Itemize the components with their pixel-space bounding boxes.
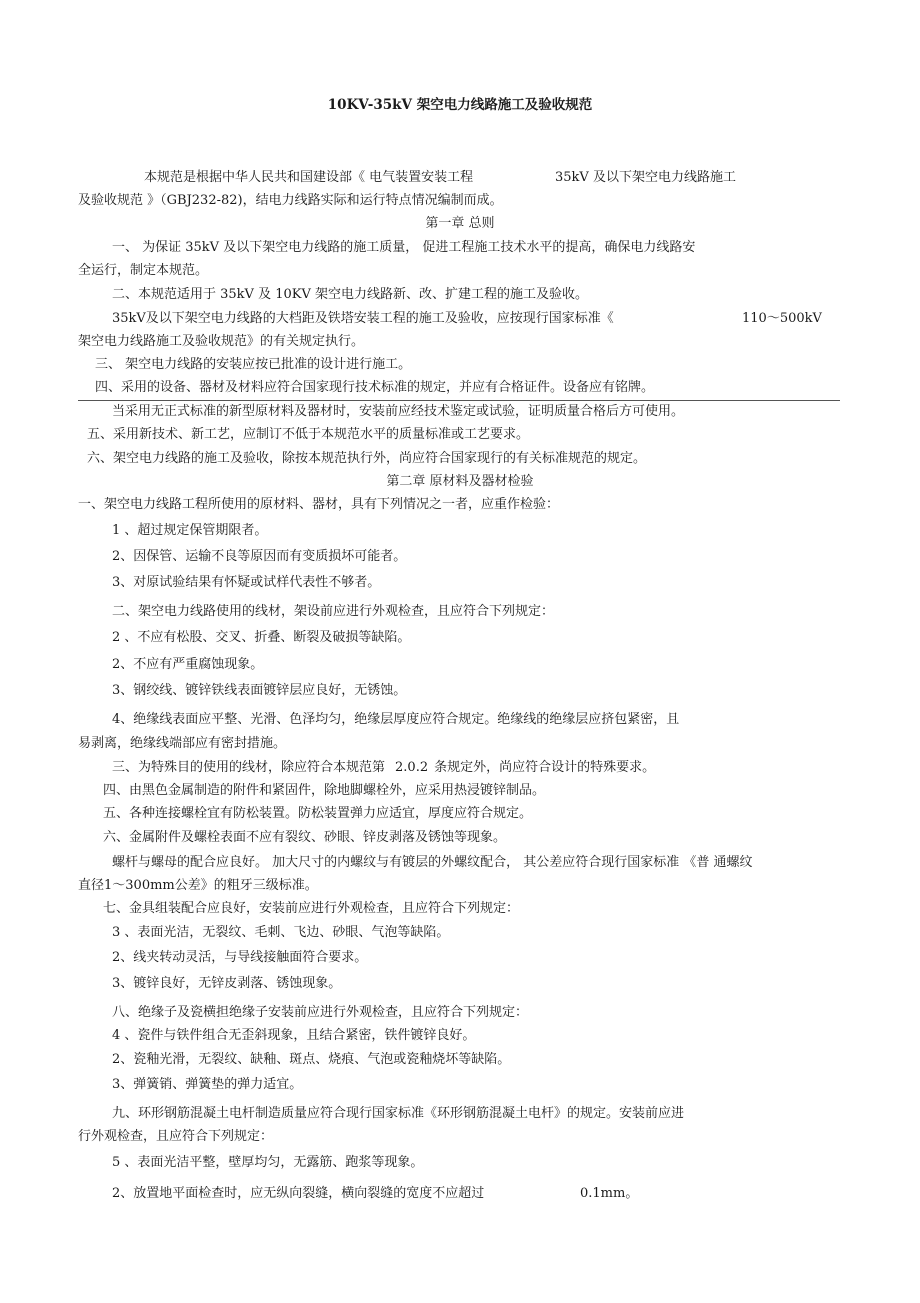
ch2-s7-item2: 2、线夹转动灵活，与导线接触面符合要求。	[112, 950, 368, 965]
ch2-s4: 四、由黑色金属制造的附件和紧固件，除地脚螺栓外，应采用热浸镀锌制品。	[103, 783, 546, 798]
ch2-s7-item1: 3 、表面光洁，无裂纹、毛刺、飞边、砂眼、气泡等缺陷。	[112, 925, 450, 940]
ch2-s2-item3: 3、钢绞线、镀锌铁线表面镀锌层应良好，无锈蚀。	[112, 683, 407, 698]
ch1-p4: 三、 架空电力线路的安装应按已批准的设计进行施工。	[95, 357, 412, 372]
ch2-s6-line2: 螺杆与螺母的配合应良好。 加大尺寸的内螺纹与有镀层的外螺纹配合， 其公差应符合现行国家标准 《普 通螺纹	[112, 855, 753, 870]
intro-line-1a: 本规范是根据中华人民共和国建设部《 电气装置安装工程	[144, 170, 474, 185]
ch2-s7: 七、金具组装配合应良好，安装前应进行外观检查，且应符合下列规定：	[103, 901, 520, 916]
ch1-p1-line1: 一、 为保证 35kV 及以下架空电力线路的施工质量， 促进工程施工技术水平的提高，确保电力线路安	[112, 240, 696, 255]
ch2-s1-item2: 2、因保管、运输不良等原因而有变质损坏可能者。	[112, 549, 407, 564]
ch1-p7: 五、采用新技术、新工艺，应制订不低于本规范水平的质量标准或工艺要求。	[87, 427, 530, 442]
ch1-p3-line2: 架空电力线路施工及验收规范》的有关规定执行。	[78, 334, 365, 349]
ch2-s6-line3: 直径1～300mm公差》的粗牙三级标准。	[78, 878, 318, 893]
ch2-s2-item4-line1: 4、绝缘线表面应平整、光滑、色泽均匀，绝缘层厚度应符合规定。绝缘线的绝缘层应挤包紧密，且	[112, 712, 680, 727]
ch2-s8-item1: 4 、瓷件与铁件组合无歪斜现象，且结合紧密，铁件镀锌良好。	[112, 1028, 476, 1043]
ch2-s8-item3: 3、弹簧销、弹簧垫的弹力适宜。	[112, 1077, 303, 1092]
ch2-s6: 六、金属附件及螺栓表面不应有裂纹、砂眼、锌皮剥落及锈蚀等现象。	[103, 830, 507, 845]
ch2-s8: 八、绝缘子及瓷横担绝缘子安装前应进行外观检查，且应符合下列规定：	[112, 1005, 529, 1020]
ch2-s2-item1: 2 、不应有松股、交叉、折叠、断裂及破损等缺陷。	[112, 630, 411, 645]
ch2-s8-item2: 2、瓷釉光滑，无裂纹、缺釉、斑点、烧痕、气泡或瓷釉烧坏等缺陷。	[112, 1052, 511, 1067]
ch2-s1: 一、架空电力线路工程所使用的原材料、器材，具有下列情况之一者，应重作检验：	[78, 497, 560, 512]
horizontal-rule	[78, 400, 840, 401]
ch2-s9-item1: 5 、表面光洁平整，壁厚均匀，无露筋、跑浆等现象。	[112, 1155, 424, 1170]
chapter-1-heading: 第一章 总则	[425, 216, 495, 231]
ch1-p3-line1a: 35kV及以下架空电力线路的大档距及铁塔安装工程的施工及验收，应按现行国家标准《	[112, 311, 614, 326]
ch2-s3-clause-number: 2.0.2	[395, 760, 429, 775]
intro-line-2: 及验收规范 》（GBJ232-82)，结电力线路实际和运行特点情况编制而成。	[78, 193, 503, 208]
ch2-s3-text-a: 三、为特殊目的使用的线材，除应符合本规范第	[112, 760, 386, 775]
chapter-2-heading: 第二章 原材料及器材检验	[386, 474, 534, 489]
ch2-s3-text-c: 条规定外，尚应符合设计的特殊要求。	[434, 760, 656, 775]
ch2-s2-item2: 2、不应有严重腐蚀现象。	[112, 657, 264, 672]
ch2-s9-line1: 九、环形钢筋混凝土电杆制造质量应符合现行国家标准《环形钢筋混凝土电杆》的规定。安装前应进	[112, 1106, 685, 1121]
ch2-s1-item3: 3、对原试验结果有怀疑或试样代表性不够者。	[112, 575, 381, 590]
ch1-p3-line1b: 110～500kV	[742, 311, 822, 326]
ch2-s9-line2: 行外观检查，且应符合下列规定：	[78, 1129, 274, 1144]
ch1-p2: 二、本规范适用于 35kV 及 10KV 架空电力线路新、改、扩建工程的施工及验收。	[112, 287, 588, 302]
ch2-s7-item3: 3、镀锌良好，无锌皮剥落、锈蚀现象。	[112, 976, 342, 991]
ch2-s1-item1: 1 、超过规定保管期限者。	[112, 523, 268, 538]
ch2-s3	[112, 760, 655, 776]
ch1-p1-line2: 全运行，制定本规范。	[78, 263, 209, 278]
ch1-p8: 六、架空电力线路的施工及验收，除按本规范执行外，尚应符合国家现行的有关标准规范的规定。	[87, 451, 647, 466]
ch1-p5: 四、采用的设备、器材及材料应符合国家现行技术标准的规定，并应有合格证件。设备应有铭牌。	[95, 380, 655, 395]
ch2-s2: 二、架空电力线路使用的线材，架设前应进行外观检查，且应符合下列规定：	[112, 604, 555, 619]
ch2-s2-item4-line2: 易剥离，绝缘线端部应有密封措施。	[78, 736, 287, 751]
ch2-s5: 五、各种连接螺栓宜有防松装置。防松装置弹力应适宜，厚度应符合规定。	[103, 806, 533, 821]
intro-line-1b: 35kV 及以下架空电力线路施工	[555, 170, 736, 185]
ch2-s9-item2a: 2、放置地平面检查时，应无纵向裂缝，横向裂缝的宽度不应超过	[112, 1186, 485, 1201]
ch2-s9-item2b: 0.1mm。	[580, 1186, 639, 1201]
ch1-p6: 当采用无正式标准的新型原材料及器材时，安装前应经技术鉴定或试验，证明质量合格后方可使用。	[112, 404, 685, 419]
document-title: 10KV-35kV 架空电力线路施工及验收规范	[327, 97, 593, 113]
